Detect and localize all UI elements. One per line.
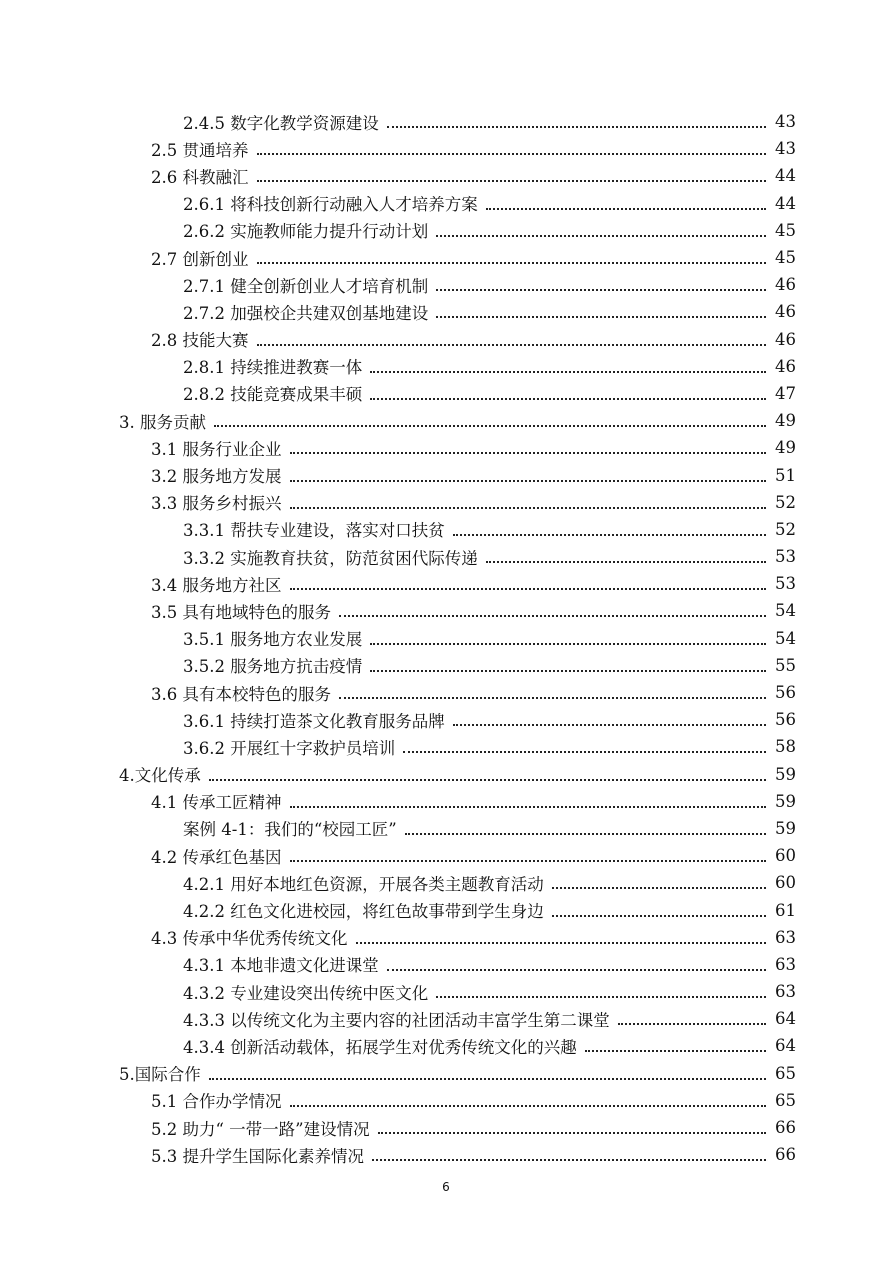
toc-entry-title: 3.5.1 服务地方农业发展: [183, 630, 363, 650]
toc-entry-page-number: 46: [775, 275, 796, 295]
toc-entry-title: 5.国际合作: [119, 1065, 201, 1085]
toc-entry[interactable]: [0, 1141, 892, 1168]
toc-entry-title: 4.3 传承中华优秀传统文化: [151, 929, 348, 949]
dot-leader: [378, 1131, 766, 1134]
toc-entry-page-number: 45: [775, 248, 796, 268]
toc-entry-page-number: 51: [775, 465, 796, 485]
dot-leader: [257, 179, 767, 182]
toc-entry-page-number: 52: [775, 519, 796, 539]
toc-entry[interactable]: [0, 543, 892, 570]
toc-entry-title: 2.8 技能大赛: [151, 331, 249, 351]
toc-entry-title: 3.1 服务行业企业: [151, 439, 282, 459]
toc-entry-page-number: 46: [775, 356, 796, 376]
dot-leader: [387, 125, 766, 128]
dot-leader: [436, 288, 766, 291]
toc-entry[interactable]: [0, 244, 892, 271]
toc-entry-page-number: 59: [775, 764, 796, 784]
toc-entry[interactable]: [0, 815, 892, 842]
toc-entry[interactable]: [0, 978, 892, 1005]
toc-entry-title: 4.3.1 本地非遗文化进课堂: [183, 956, 379, 976]
dot-leader: [585, 1049, 766, 1052]
toc-entry-title: 4.2.2 红色文化进校园，将红色故事带到学生身边: [183, 902, 544, 922]
dot-leader: [290, 1104, 767, 1107]
toc-entry-page-number: 63: [775, 927, 796, 947]
toc-entry-title: 4.3.2 专业建设突出传统中医文化: [183, 983, 429, 1003]
dot-leader: [436, 995, 766, 998]
toc-entry-title: 2.6.2 实施教师能力提升行动计划: [183, 222, 429, 242]
toc-entry[interactable]: [0, 788, 892, 815]
toc-entry-page-number: 43: [775, 112, 796, 132]
table-of-contents: [0, 108, 892, 1168]
dot-leader: [486, 560, 766, 563]
toc-entry-title: 3.6 具有本校特色的服务: [151, 684, 331, 704]
toc-entry-title: 3.6.2 开展红十字救护员培训: [183, 738, 396, 758]
dot-leader: [290, 451, 767, 454]
toc-entry-page-number: 59: [775, 818, 796, 838]
dot-leader: [290, 859, 767, 862]
toc-entry-page-number: 53: [775, 547, 796, 567]
toc-entry-page-number: 63: [775, 954, 796, 974]
toc-entry-title: 4.文化传承: [119, 766, 201, 786]
toc-entry-page-number: 64: [775, 1036, 796, 1056]
toc-entry-page-number: 46: [775, 329, 796, 349]
dot-leader: [209, 1077, 766, 1080]
dot-leader: [453, 533, 766, 536]
toc-entry-title: 2.6.1 将科技创新行动融入人才培养方案: [183, 195, 478, 215]
toc-entry-title: 5.3 提升学生国际化素养情况: [151, 1146, 364, 1166]
toc-entry-page-number: 54: [775, 628, 796, 648]
toc-entry-page-number: 43: [775, 139, 796, 159]
toc-entry-title: 2.8.1 持续推进教赛一体: [183, 358, 363, 378]
dot-leader: [370, 642, 766, 645]
toc-entry[interactable]: [0, 135, 892, 162]
toc-entry-title: 3.2 服务地方发展: [151, 467, 282, 487]
dot-leader: [387, 968, 766, 971]
toc-entry-page-number: 59: [775, 791, 796, 811]
dot-leader: [403, 750, 766, 753]
toc-entry-page-number: 44: [775, 193, 796, 213]
toc-entry[interactable]: [0, 1060, 892, 1087]
dot-leader: [339, 614, 766, 617]
toc-entry-title: 4.2 传承红色基因: [151, 847, 282, 867]
toc-entry[interactable]: [0, 652, 892, 679]
toc-entry[interactable]: [0, 706, 892, 733]
toc-entry[interactable]: [0, 869, 892, 896]
dot-leader: [257, 152, 767, 155]
toc-entry-page-number: 53: [775, 574, 796, 594]
toc-entry[interactable]: [0, 597, 892, 624]
dot-leader: [290, 479, 767, 482]
toc-entry[interactable]: [0, 162, 892, 189]
toc-entry-page-number: 44: [775, 166, 796, 186]
dot-leader: [370, 397, 766, 400]
toc-entry-title: 4.2.1 用好本地红色资源，开展各类主题教育活动: [183, 874, 544, 894]
toc-entry[interactable]: [0, 924, 892, 951]
dot-leader: [209, 778, 766, 781]
dot-leader: [257, 261, 767, 264]
toc-entry[interactable]: [0, 1005, 892, 1032]
toc-entry[interactable]: [0, 380, 892, 407]
toc-entry[interactable]: [0, 407, 892, 434]
toc-entry-page-number: 58: [775, 737, 796, 757]
toc-entry[interactable]: [0, 1114, 892, 1141]
toc-entry[interactable]: [0, 271, 892, 298]
toc-entry[interactable]: [0, 951, 892, 978]
toc-entry-title: 2.5 贯通培养: [151, 140, 249, 160]
toc-entry-page-number: 56: [775, 710, 796, 730]
toc-entry[interactable]: [0, 733, 892, 760]
toc-entry-page-number: 45: [775, 220, 796, 240]
dot-leader: [552, 914, 766, 917]
toc-entry-page-number: 55: [775, 655, 796, 675]
toc-entry[interactable]: [0, 461, 892, 488]
toc-entry-page-number: 56: [775, 683, 796, 703]
toc-entry[interactable]: [0, 516, 892, 543]
toc-entry-page-number: 49: [775, 438, 796, 458]
toc-entry-title: 4.3.3 以传统文化为主要内容的社团活动丰富学生第二课堂: [183, 1010, 610, 1030]
toc-entry[interactable]: [0, 1087, 892, 1114]
dot-leader: [290, 506, 767, 509]
toc-entry[interactable]: [0, 489, 892, 516]
toc-entry-page-number: 49: [775, 411, 796, 431]
toc-entry[interactable]: [0, 842, 892, 869]
toc-entry-page-number: 66: [775, 1118, 796, 1138]
toc-entry-title: 3.6.1 持续打造茶文化教育服务品牌: [183, 711, 445, 731]
dot-leader: [290, 805, 767, 808]
toc-entry-page-number: 63: [775, 982, 796, 1002]
dot-leader: [372, 1158, 766, 1161]
toc-entry-title: 4.3.4 创新活动载体，拓展学生对优秀传统文化的兴趣: [183, 1037, 577, 1057]
toc-entry-page-number: 66: [775, 1145, 796, 1165]
dot-leader: [436, 315, 766, 318]
toc-entry-title: 3. 服务贡献: [119, 412, 206, 432]
toc-entry-page-number: 46: [775, 302, 796, 322]
toc-entry-page-number: 52: [775, 492, 796, 512]
toc-entry-title: 3.5.2 服务地方抗击疫情: [183, 657, 363, 677]
toc-entry-title: 3.5 具有地域特色的服务: [151, 602, 331, 622]
toc-entry[interactable]: [0, 434, 892, 461]
toc-entry[interactable]: [0, 570, 892, 597]
toc-entry[interactable]: [0, 896, 892, 923]
toc-entry-title: 2.6 科教融汇: [151, 167, 249, 187]
dot-leader: [290, 587, 767, 590]
toc-entry-page-number: 60: [775, 873, 796, 893]
toc-entry[interactable]: [0, 217, 892, 244]
dot-leader: [436, 234, 766, 237]
toc-entry[interactable]: [0, 298, 892, 325]
toc-entry-title: 2.4.5 数字化教学资源建设: [183, 113, 379, 133]
dot-leader: [370, 669, 766, 672]
toc-entry-page-number: 65: [775, 1090, 796, 1110]
toc-entry-page-number: 47: [775, 383, 796, 403]
dot-leader: [257, 343, 767, 346]
dot-leader: [339, 696, 766, 699]
toc-entry[interactable]: [0, 353, 892, 380]
toc-entry[interactable]: [0, 625, 892, 652]
dot-leader: [552, 886, 766, 889]
toc-entry-page-number: 54: [775, 601, 796, 621]
toc-entry-title: 5.2 助力“ 一带一路”建设情况: [151, 1119, 370, 1139]
dot-leader: [453, 723, 766, 726]
toc-entry-title: 2.7.2 加强校企共建双创基地建设: [183, 303, 429, 323]
toc-entry-title: 2.7.1 健全创新创业人才培育机制: [183, 276, 429, 296]
dot-leader: [405, 832, 766, 835]
toc-entry[interactable]: [0, 761, 892, 788]
dot-leader: [214, 424, 766, 427]
toc-entry-page-number: 61: [775, 900, 796, 920]
toc-entry[interactable]: [0, 190, 892, 217]
toc-entry-title: 3.3 服务乡村振兴: [151, 494, 282, 514]
toc-entry-title: 2.7 创新创业: [151, 249, 249, 269]
toc-entry-page-number: 64: [775, 1009, 796, 1029]
dot-leader: [356, 941, 767, 944]
toc-entry-title: 3.3.2 实施教育扶贫，防范贫困代际传递: [183, 548, 478, 568]
toc-entry-title: 2.8.2 技能竞赛成果丰硕: [183, 385, 363, 405]
toc-entry-title: 案例 4-1：我们的“校园工匠”: [183, 820, 397, 840]
toc-entry[interactable]: [0, 1032, 892, 1059]
dot-leader: [486, 207, 766, 210]
toc-entry[interactable]: [0, 326, 892, 353]
dot-leader: [618, 1022, 766, 1025]
toc-entry-page-number: 60: [775, 846, 796, 866]
toc-entry-title: 3.4 服务地方社区: [151, 575, 282, 595]
toc-entry-title: 4.1 传承工匠精神: [151, 793, 282, 813]
page-number: 6: [442, 1180, 450, 1194]
dot-leader: [370, 370, 766, 373]
toc-entry-page-number: 65: [775, 1063, 796, 1083]
toc-entry-title: 3.3.1 帮扶专业建设，落实对口扶贫: [183, 521, 445, 541]
toc-entry[interactable]: [0, 108, 892, 135]
toc-entry-title: 5.1 合作办学情况: [151, 1092, 282, 1112]
toc-entry[interactable]: [0, 679, 892, 706]
